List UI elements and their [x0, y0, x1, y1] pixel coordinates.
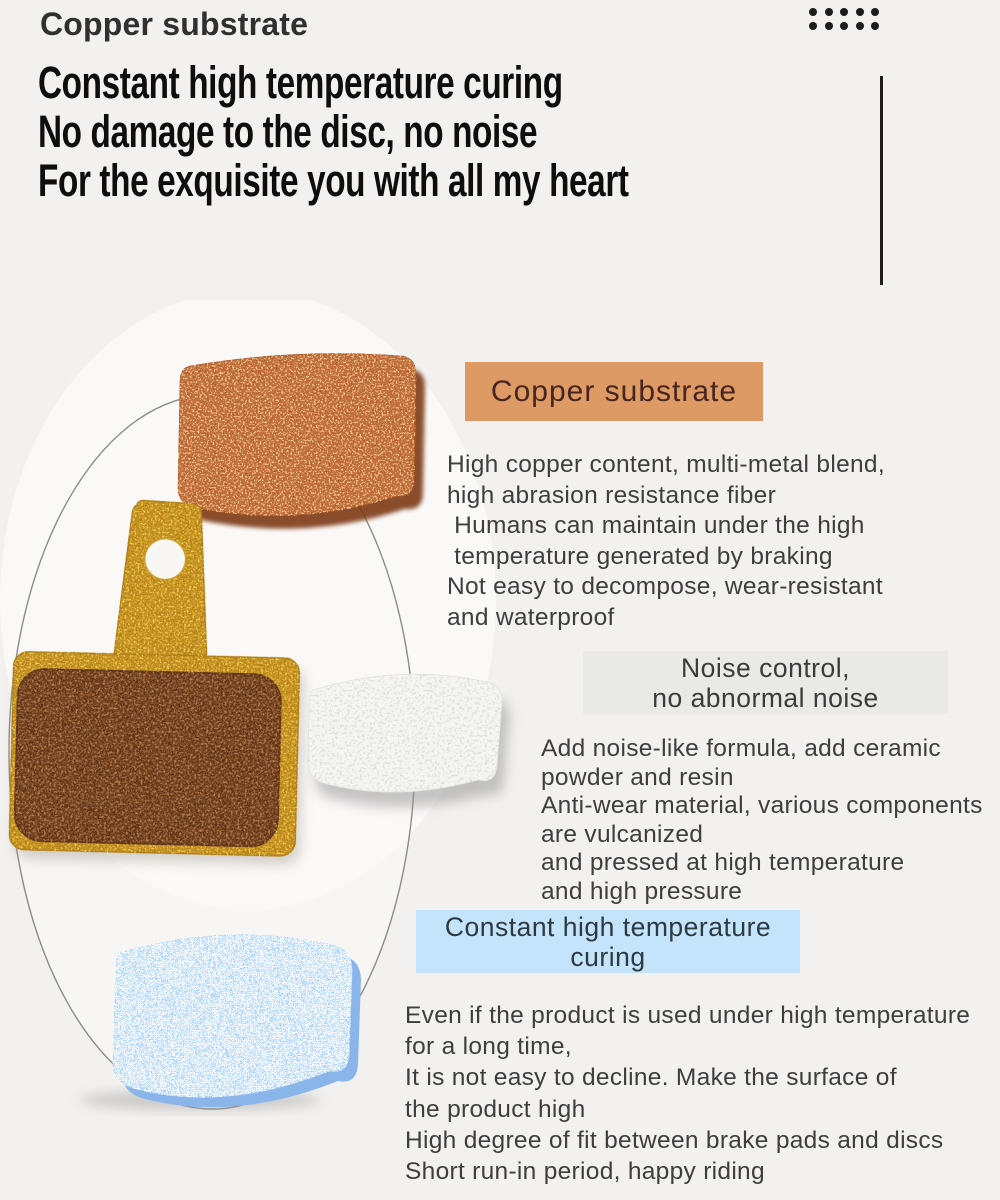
description-line: Short run-in period, happy riding: [405, 1158, 765, 1186]
dot-icon: [809, 8, 817, 16]
description-line: Anti-wear material, various components: [541, 792, 983, 820]
description-line: High copper content, multi-metal blend,: [447, 451, 885, 478]
noise-control-heading-line-1: Noise control,: [680, 652, 850, 683]
mount-hole: [144, 538, 186, 580]
headline-line-3: For the exquisite you with all my heart: [38, 155, 629, 206]
description-line: high abrasion resistance fiber: [447, 481, 777, 509]
noise-control-heading: [583, 651, 948, 714]
description-line: Even if the product is used under high temperature: [405, 1002, 971, 1029]
curing-heading-line-1: Constant high temperature: [444, 911, 772, 942]
noise-control-description: [541, 735, 983, 907]
white-pad-image: [308, 674, 509, 807]
copper-substrate-heading-label: Copper substrate: [490, 374, 738, 408]
description-line: High degree of fit between brake pads and discs: [405, 1126, 944, 1154]
dot-icon: [856, 8, 864, 16]
headline-line-2: No damage to the disc, no noise: [38, 106, 538, 157]
description-line: and high pressure: [541, 877, 743, 905]
curing-heading-line-2: curing: [570, 941, 646, 972]
dot-icon: [871, 8, 879, 16]
headline-line-1: Constant high temperature curing: [38, 57, 563, 108]
noise-control-heading-line-2: no abnormal noise: [652, 682, 879, 713]
dot-icon: [825, 22, 833, 30]
dot-icon: [825, 8, 833, 16]
headline: [38, 58, 836, 205]
page-title: Copper substrate: [40, 6, 309, 42]
blue-pad-image: [80, 935, 361, 1110]
description-line: powder and resin: [541, 763, 734, 791]
curing-heading: [416, 910, 800, 973]
dot-icon: [871, 22, 879, 30]
description-line: It is not easy to decline. Make the surface of: [405, 1064, 897, 1092]
description-line: and pressed at high temperature: [541, 849, 905, 877]
friction-material: [14, 669, 281, 847]
copper-substrate-heading: [465, 362, 763, 421]
description-line: Humans can maintain under the high: [447, 512, 865, 540]
description-line: for a long time,: [405, 1033, 572, 1061]
description-line: temperature generated by braking: [447, 542, 833, 570]
vertical-divider: [880, 76, 883, 285]
description-line: and waterproof: [447, 603, 615, 631]
dots-grid-icon: [809, 8, 879, 30]
copper-pad-image: [178, 354, 425, 529]
curing-description: [405, 1000, 970, 1187]
description-line: Add noise-like formula, add ceramic: [541, 735, 941, 762]
description-line: Not easy to decompose, wear-resistant: [447, 573, 883, 601]
copper-substrate-description: [447, 450, 885, 634]
description-line: are vulcanized: [541, 820, 704, 848]
dot-icon: [840, 8, 848, 16]
dot-icon: [856, 22, 864, 30]
description-line: the product high: [405, 1095, 586, 1123]
dot-icon: [840, 22, 848, 30]
dot-icon: [809, 22, 817, 30]
